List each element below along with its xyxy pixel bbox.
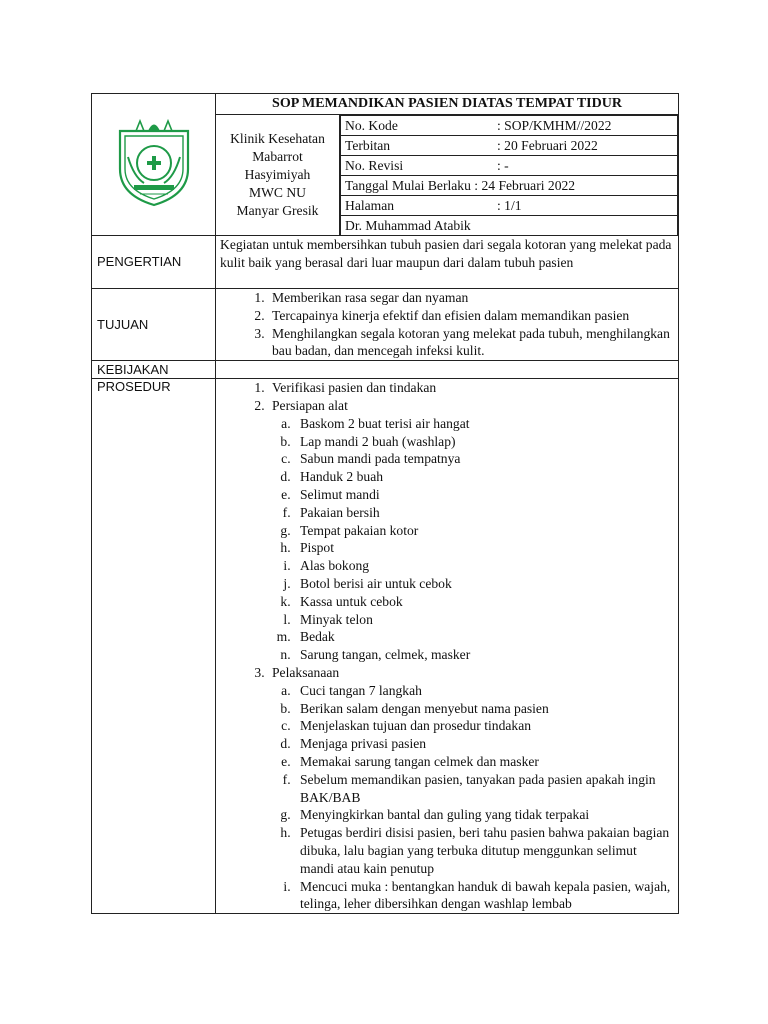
list-item: m. Bedak <box>294 628 674 646</box>
info-row <box>341 136 678 156</box>
clinic-line: Klinik Kesehatan <box>230 131 325 146</box>
section-label-kebijakan: KEBIJAKAN <box>92 361 216 379</box>
info-row <box>341 176 678 196</box>
info-value: : - <box>497 158 509 173</box>
info-key: No. Revisi <box>345 158 404 173</box>
clinic-line: Hasyimiyah <box>244 167 311 182</box>
document-info <box>340 115 679 236</box>
section-label-tujuan: TUJUAN <box>92 289 216 361</box>
info-row <box>341 156 678 176</box>
list-item: a. Baskom 2 buat terisi air hangat <box>294 415 674 433</box>
info-value: : 1/1 <box>497 198 522 213</box>
clinic-name <box>216 115 340 236</box>
list-item: b. Lap mandi 2 buah (washlap) <box>294 433 674 451</box>
step-title: Pelaksanaan <box>272 664 340 680</box>
list-item: l. Minyak telon <box>294 611 674 629</box>
kebijakan-text <box>216 361 679 379</box>
list-item: b. Berikan salam dengan menyebut nama pasien <box>294 700 674 718</box>
list-item <box>268 397 674 664</box>
list-item: 1. Verifikasi pasien dan tindakan <box>268 379 674 397</box>
list-item: d. Menjaga privasi pasien <box>294 735 674 753</box>
list-item: 2. Tercapainya kinerja efektif dan efisien dalam memandikan pasien <box>268 307 674 325</box>
clinic-line: Manyar Gresik <box>236 203 319 218</box>
list-item: i. Alas bokong <box>294 557 674 575</box>
alat-list <box>272 415 674 664</box>
list-item: i. Mencuci muka : bentangkan handuk di bawah kepala pasien, wajah, telinga, leher dibersihkan dengan washlap lembab <box>294 878 674 914</box>
info-key: No. Kode <box>345 118 398 133</box>
list-item: h. Petugas berdiri disisi pasien, beri tahu pasien bahwa pakaian bagian dibuka, lalu bagian yang terbuka ditutup menggunkan selimut mandi atau kain penutup <box>294 824 674 877</box>
pelaksanaan-list <box>272 682 674 913</box>
sop-document <box>91 93 678 914</box>
pengertian-text: Kegiatan untuk membersihkan tubuh pasien dari segala kotoran yang melekat pada kulit baik yang berasal dari luar maupun dari dalam tubuh pasien <box>216 236 679 289</box>
info-value: : 20 Februari 2022 <box>497 138 598 153</box>
tujuan-list-cell <box>216 289 679 361</box>
list-item: j. Botol berisi air untuk cebok <box>294 575 674 593</box>
list-item <box>268 664 674 913</box>
signer-name: Dr. Muhammad Atabik <box>341 216 678 236</box>
list-item: e. Selimut mandi <box>294 486 674 504</box>
prosedur-cell <box>216 379 679 914</box>
section-label-prosedur: PROSEDUR <box>92 379 216 914</box>
list-item: n. Sarung tangan, celmek, masker <box>294 646 674 664</box>
clinic-line: Mabarrot <box>252 149 303 164</box>
logo-cell <box>92 94 216 236</box>
info-row <box>341 116 678 136</box>
prosedur-list <box>220 379 674 913</box>
list-item: c. Menjelaskan tujuan dan prosedur tindakan <box>294 717 674 735</box>
info-key: Terbitan <box>345 138 391 153</box>
tujuan-list <box>220 289 674 360</box>
list-item: a. Cuci tangan 7 langkah <box>294 682 674 700</box>
nu-clinic-logo-icon <box>114 117 194 209</box>
step-title: Persiapan alat <box>272 397 348 413</box>
list-item: k. Kassa untuk cebok <box>294 593 674 611</box>
sop-table <box>91 93 679 914</box>
info-row <box>341 196 678 216</box>
info-value: : 24 Februari 2022 <box>474 178 576 193</box>
list-item: f. Sebelum memandikan pasien, tanyakan pada pasien apakah ingin BAK/BAB <box>294 771 674 807</box>
info-row <box>341 216 678 236</box>
list-item: h. Pispot <box>294 539 674 557</box>
section-label-pengertian: PENGERTIAN <box>92 236 216 289</box>
list-item: d. Handuk 2 buah <box>294 468 674 486</box>
list-item: 1. Memberikan rasa segar dan nyaman <box>268 289 674 307</box>
info-key: Tanggal Mulai Berlaku <box>345 178 471 193</box>
document-title: SOP MEMANDIKAN PASIEN DIATAS TEMPAT TIDUR <box>216 94 679 115</box>
list-item: e. Memakai sarung tangan celmek dan masker <box>294 753 674 771</box>
list-item: g. Menyingkirkan bantal dan guling yang tidak terpakai <box>294 806 674 824</box>
clinic-line: MWC NU <box>248 185 307 200</box>
list-item: c. Sabun mandi pada tempatnya <box>294 450 674 468</box>
list-item: g. Tempat pakaian kotor <box>294 522 674 540</box>
list-item: 3. Menghilangkan segala kotoran yang melekat pada tubuh, menghilangkan bau badan, dan mencegah infeksi kulit. <box>268 325 674 361</box>
list-item: f. Pakaian bersih <box>294 504 674 522</box>
info-value: : SOP/KMHM//2022 <box>497 118 612 133</box>
info-key: Halaman <box>345 198 395 213</box>
